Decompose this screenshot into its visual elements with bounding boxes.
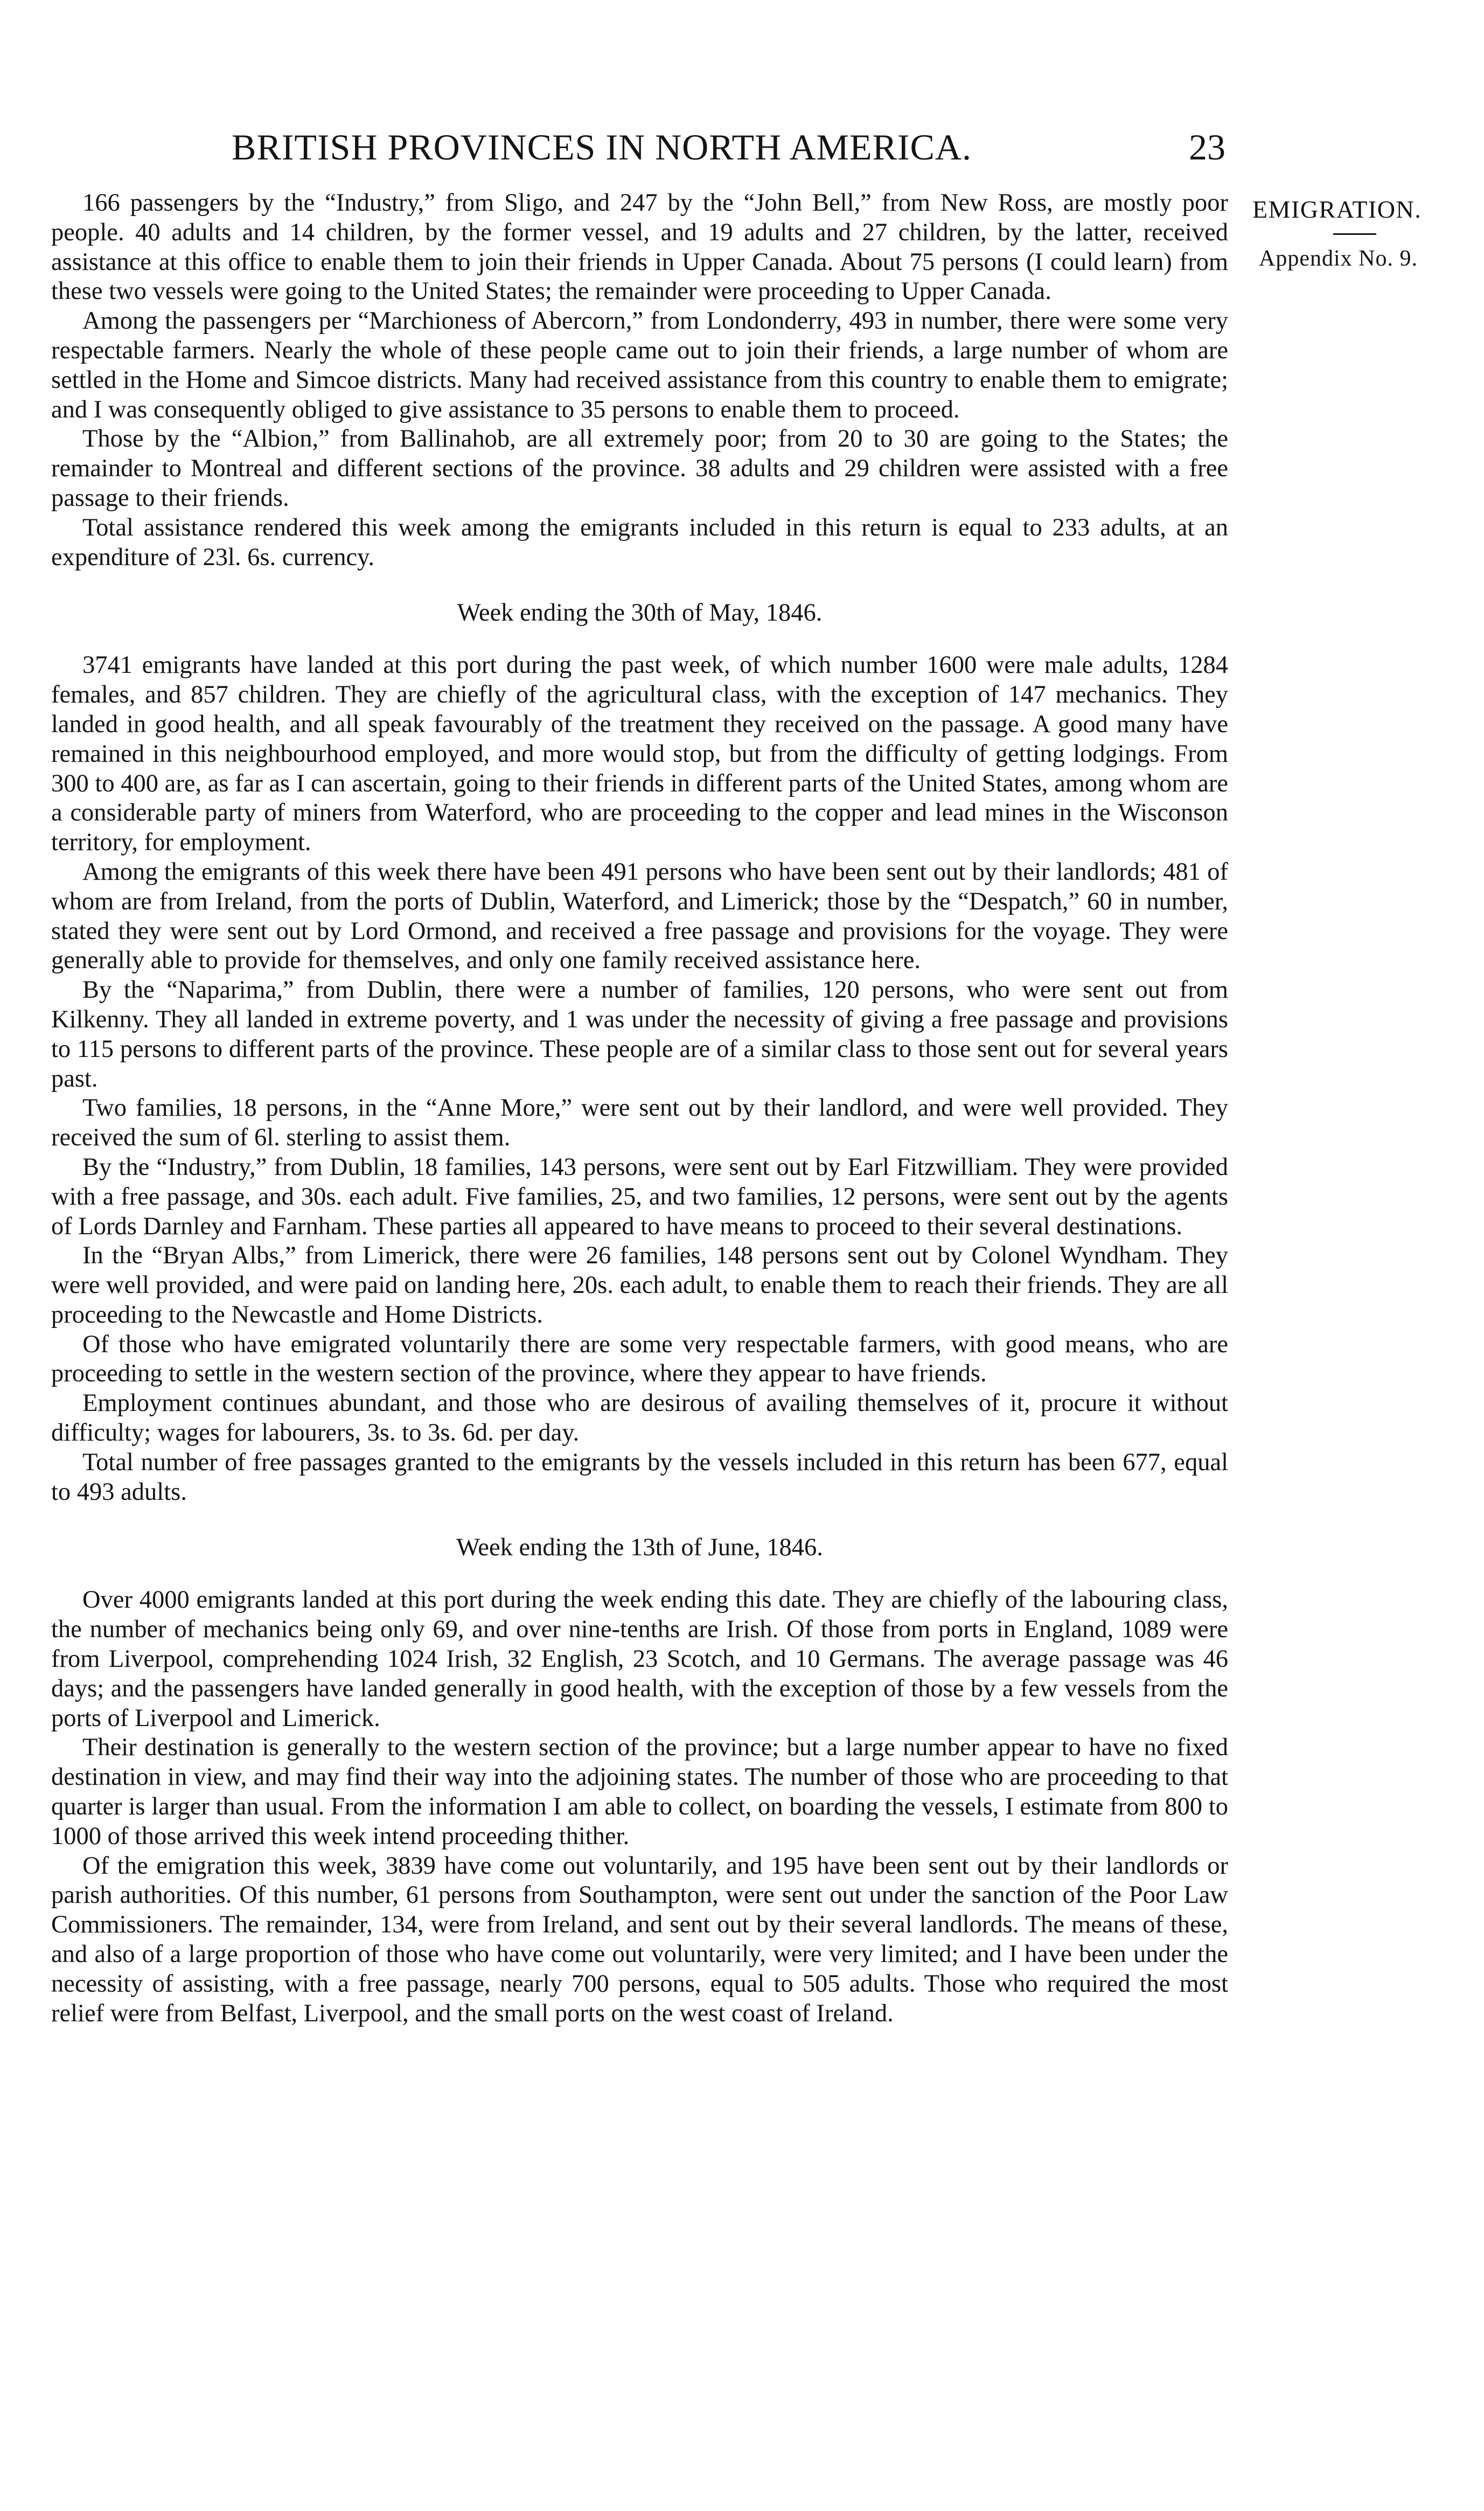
paragraph: Over 4000 emigrants landed at this port during the week ending this date. They are chiefly of the labouring class, the number of mechanics being only 69, and over nine-tenths are Irish. Of those from ports in England, 1089 were from Liverpool, comprehending 1024 Irish, 32 English, 23 Scotch, and 10 Germans. The average passage was 46 days; and the passengers have landed generally in good health, with the exception of those by a few vessels from the ports of Liverpool and Limerick.: [51, 1586, 1228, 1732]
paragraph: 3741 emigrants have landed at this port during the past week, of which number 1600 were male adults, 1284 females, and 857 children. They are chiefly of the agricultural class, with the exception of 147 mechanics. They landed in good health, and all speak favourably of the treatment they received on the passage. A good many have remained in this neighbourhood employed, and more would stop, but from the difficulty of getting lodgings. From 300 to 400 are, as far as I can ascertain, going to their friends in different parts of the United States, among whom are a considerable party of miners from Waterford, who are proceeding to the copper and lead mines in the Wisconson territory, for employment.: [51, 651, 1228, 857]
paragraph: Their destination is generally to the western section of the province; but a large number appear to have no fixed destination in view, and may find their way into the adjoining states. The number of those who are proceeding to that quarter is larger than usual. From the information I am able to collect, on boarding the vessels, I estimate from 800 to 1000 of those arrived this week intend proceeding thither.: [51, 1734, 1228, 1850]
page-number: 23: [1189, 127, 1225, 168]
section-heading: Week ending the 30th of May, 1846.: [457, 599, 823, 627]
paragraph: Among the emigrants of this week there have been 491 persons who have been sent out by their landlords; 481 of whom are from Ireland, from the ports of Dublin, Waterford, and Limerick; those by the “Despatch,” 60 in number, stated they were sent out by Lord Ormond, and received a free passage and provisions for the voyage. They were generally able to provide for themselves, and only one family received assistance here.: [51, 858, 1228, 975]
section-week-june-13: [51, 1533, 1228, 2028]
running-title: BRITISH PROVINCES IN NORTH AMERICA.: [232, 127, 972, 168]
paragraph: By the “Industry,” from Dublin, 18 families, 143 persons, were sent out by Earl Fitzwilliam. They were provided with a free passage, and 30s. each adult. Five families, 25, and two families, 12 persons, were sent out by the agents of Lords Darnley and Farnham. These parties all appeared to have means to proceed to their several destinations.: [51, 1153, 1228, 1240]
paragraph: Those by the “Albion,” from Ballinahob, are all extremely poor; from 20 to 30 are going to the States; the remainder to Montreal and different sections of the province. 38 adults and 29 children were assisted with a free passage to their friends.: [51, 425, 1228, 512]
paragraph: Total number of free passages granted to the emigrants by the vessels included in this return has been 677, equal to 493 adults.: [51, 1448, 1228, 1506]
paragraph: In the “Bryan Albs,” from Limerick, there were 26 families, 148 persons sent out by Colonel Wyndham. They were well provided, and were paid on landing here, 20s. each adult, to enable them to reach their friends. They are all proceeding to the Newcastle and Home Districts.: [51, 1242, 1228, 1328]
running-head: [232, 123, 1225, 171]
paragraph: Employment continues abundant, and those who are desirous of availing themselves of it, procure it without difficulty; wages for labourers, 3s. to 3s. 6d. per day.: [51, 1389, 1228, 1447]
section-opening: [51, 189, 1228, 572]
paragraph: 166 passengers by the “Industry,” from Sligo, and 247 by the “John Bell,” from New Ross, are mostly poor people. 40 adults and 14 children, by the former vessel, and 19 adults and 27 children, by the latter, received assistance at this office to enable them to join their friends in Upper Canada. About 75 persons (I could learn) from these two vessels were going to the United States; the remainder were proceeding to Upper Canada.: [51, 189, 1228, 305]
paragraph: Total assistance rendered this week among the emigrants included in this return is equal to 233 adults, at an expenditure of 23l. 6s. currency.: [51, 513, 1228, 571]
paragraph: Of the emigration this week, 3839 have come out voluntarily, and 195 have been sent out by their landlords or parish authorities. Of this number, 61 persons from Southampton, were sent out under the sanction of the Poor Law Commissioners. The remainder, 134, were from Ireland, and sent out by their several landlords. The means of these, and also of a large proportion of those who have come out voluntarily, were very limited; and I have been under the necessity of assisting, with a free passage, nearly 700 persons, equal to 505 adults. Those who required the most relief were from Belfast, Liverpool, and the small ports on the west coast of Ireland.: [51, 1852, 1228, 2027]
paragraph: Of those who have emigrated voluntarily there are some very respectable farmers, with good means, who are proceeding to settle in the western section of the province, where they appear to have friends.: [51, 1330, 1228, 1388]
margin-note: [1252, 191, 1468, 276]
margin-note-appendix: Appendix No. 9.: [1259, 246, 1418, 271]
margin-note-heading: EMIGRATION.: [1252, 196, 1422, 223]
section-week-may-30: [51, 598, 1228, 1507]
paragraph: Among the passengers per “Marchioness of Abercorn,” from Londonderry, 493 in number, there were some very respectable farmers. Nearly the whole of these people came out to join their friends, a large number of whom are settled in the Home and Simcoe districts. Many had received assistance from this country to enable them to emigrate; and I was consequently obliged to give assistance to 35 persons to enable them to proceed.: [51, 307, 1228, 423]
body-text: [51, 189, 1228, 2028]
paragraph: By the “Naparima,” from Dublin, there were a number of families, 120 persons, who were sent out from Kilkenny. They all landed in extreme poverty, and 1 was under the necessity of giving a free passage and provisions to 115 persons to different parts of the province. These people are of a similar class to those sent out for several years past.: [51, 976, 1228, 1093]
paragraph: Two families, 18 persons, in the “Anne More,” were sent out by their landlord, and were well provided. They received the sum of 6l. sterling to assist them.: [51, 1094, 1228, 1152]
margin-note-rule: [1333, 233, 1376, 235]
section-heading: Week ending the 13th of June, 1846.: [456, 1534, 823, 1562]
